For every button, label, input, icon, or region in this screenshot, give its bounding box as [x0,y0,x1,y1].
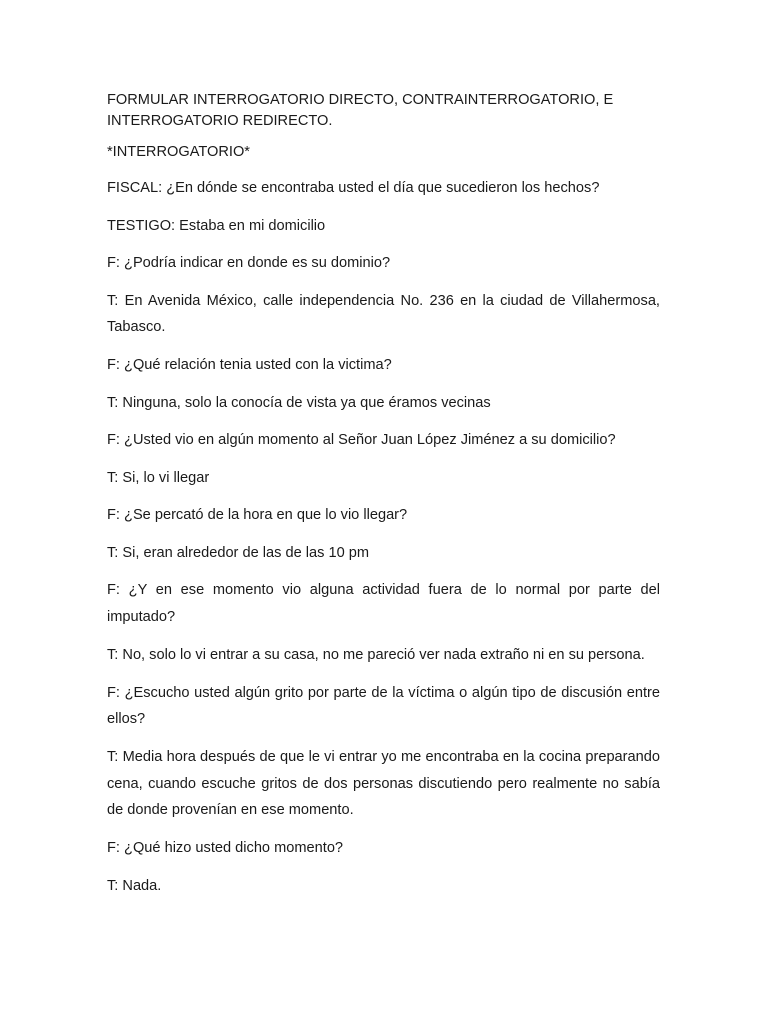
dialogue-entry: F: ¿Qué relación tenia usted con la victima? [107,357,392,373]
dialogue-entry: TESTIGO: Estaba en mi domicilio [107,217,326,234]
dialogue-entries [107,175,660,899]
dialogue-entry: T: En Avenida México, calle independencia No. 236 en la ciudad de Villahermosa, Tabasco. [107,292,660,335]
dialogue-entry: F: ¿Podría indicar en donde es su dominio? [107,255,391,271]
document-title: FORMULAR INTERROGATORIO DIRECTO, CONTRAINTERROGATORIO, E INTERROGATORIO REDIRECTO. [107,92,614,129]
dialogue-entry: T: No, solo lo vi entrar a su casa, no me pareció ver nada extraño ni en su persona. [107,646,645,663]
document-body [107,90,660,910]
dialogue-entry: F: ¿Qué hizo usted dicho momento? [107,840,344,856]
dialogue-entry: F: ¿Se percató de la hora en que lo vio llegar? [107,507,408,523]
dialogue-entry: T: Si, lo vi llegar [107,469,210,486]
dialogue-entry: FISCAL: ¿En dónde se encontraba usted el día que sucedieron los hechos? [107,180,600,196]
dialogue-entry: F: ¿Usted vio en algún momento al Señor Juan López Jiménez a su domicilio? [107,432,616,448]
dialogue-entry: F: ¿Y en ese momento vio alguna actividad fuera de lo normal por parte del imputado? [107,582,660,625]
dialogue-entry: F: ¿Escucho usted algún grito por parte de la víctima o algún tipo de discusión entre ellos? [107,684,660,727]
dialogue-entry: T: Media hora después de que le vi entrar yo me encontraba en la cocina preparando cena, cuando escuche gritos de dos personas discutiendo pero realmente no sabía de donde provenían en ese momento. [107,749,660,818]
dialogue-entry: T: Si, eran alrededor de las de las 10 pm [107,544,370,561]
document-subtitle: *INTERROGATORIO* [107,144,250,160]
dialogue-entry: T: Nada. [107,877,162,894]
dialogue-entry: T: Ninguna, solo la conocía de vista ya que éramos vecinas [107,394,491,411]
